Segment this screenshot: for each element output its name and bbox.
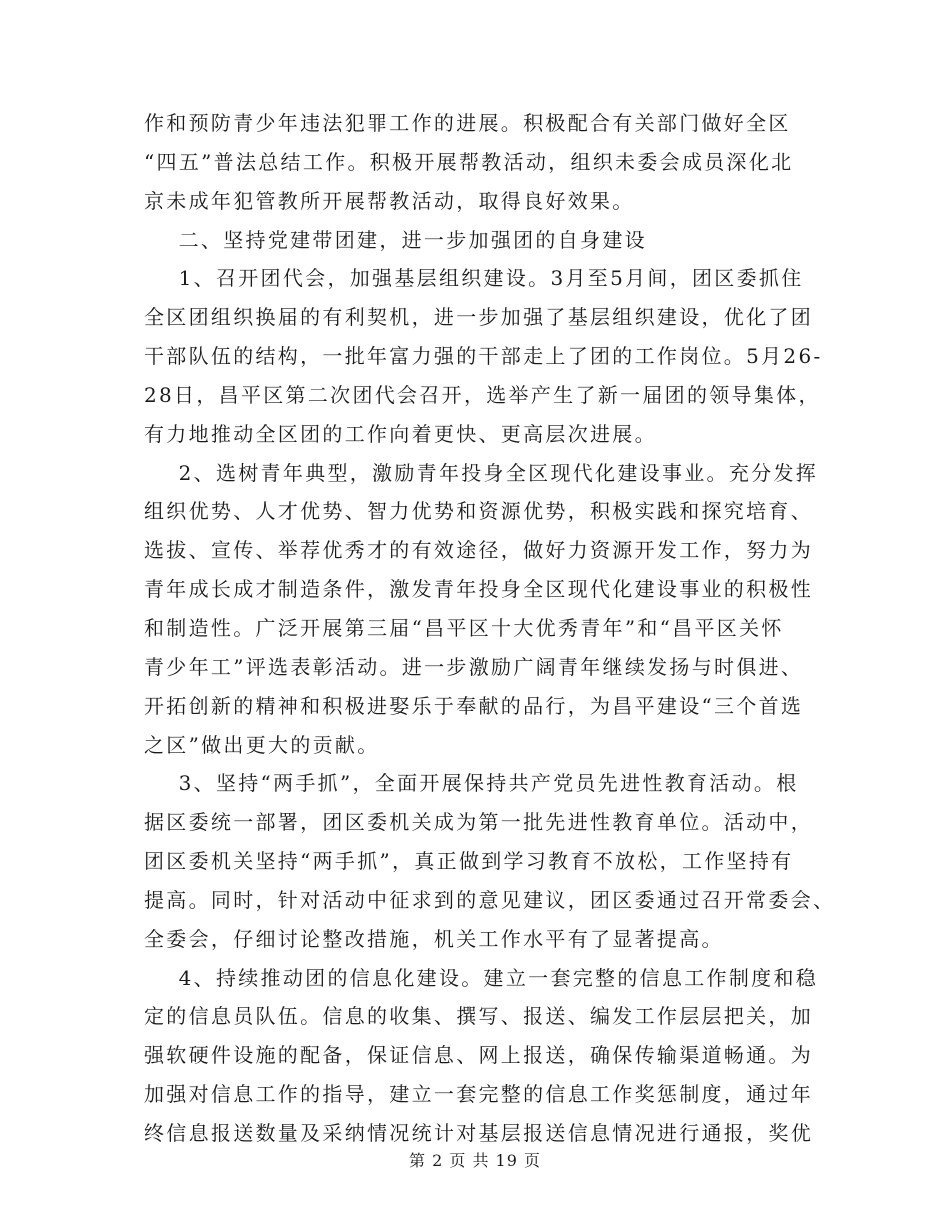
text-line: 28日，昌平区第二次团代会召开，选举产生了新一届团的领导集体， bbox=[144, 382, 821, 407]
text-line: 有力地推动全区团的工作向着更快、更高层次进展。 bbox=[144, 421, 657, 446]
text-line: 青年成长成才制造条件，激发青年投身全区现代化建设事业的积极性 bbox=[144, 577, 813, 602]
text-line: 全区团组织换届的有利契机，进一步加强了基层组织建设，优化了团 bbox=[144, 305, 813, 330]
text-line: 和制造性。广泛开展第三届“昌平区十大优秀青年”和“昌平区关怀 bbox=[144, 615, 784, 640]
page-number-footer: 第 2 页 共 19 页 bbox=[409, 1151, 541, 1170]
text-line: 京未成年犯管教所开展帮教活动，取得良好效果。 bbox=[144, 188, 635, 213]
section-heading: 二、坚持党建带团建，进一步加强团的自身建设 bbox=[144, 227, 647, 252]
text-line: “四五”普法总结工作。积极开展帮教活动，组织未委会成员深化北 bbox=[144, 149, 794, 174]
text-line: 加强对信息工作的指导，建立一套完整的信息工作奖惩制度，通过年 bbox=[144, 1082, 813, 1107]
text-line: 作和预防青少年违法犯罪工作的进展。积极配合有关部门做好全区 bbox=[144, 111, 791, 135]
text-line: 青少年工”评选表彰活动。进一步激励广阔青年继续发扬与时俱进、 bbox=[144, 654, 804, 679]
text-line: 4、持续推动团的信息化建设。建立一套完整的信息工作制度和稳 bbox=[144, 965, 819, 990]
text-line: 选拔、宣传、举荐优秀才的有效途径，做好力资源开发工作，努力为 bbox=[144, 538, 813, 563]
text-line: 据区委统一部署，团区委机关成为第一批先进性教育单位。活动中， bbox=[144, 810, 813, 835]
text-line: 之区”做出更大的贡献。 bbox=[144, 732, 380, 757]
text-line: 终信息报送数量及采纳情况统计对基层报送信息情况进行通报，奖优 bbox=[144, 1120, 813, 1145]
text-line: 定的信息员队伍。信息的收集、撰写、报送、编发工作层层把关，加 bbox=[144, 1004, 813, 1029]
document-body bbox=[144, 104, 836, 1153]
text-line: 提高。同时，针对活动中征求到的意见建议，团区委通过召开常委会、 bbox=[144, 887, 836, 912]
text-line: 组织优势、人才优势、智力优势和资源优势，积极实践和探究培育、 bbox=[144, 499, 813, 524]
text-line: 团区委机关坚持“两手抓”，真正做到学习教育不放松，工作坚持有 bbox=[144, 849, 794, 874]
text-line: 开拓创新的精神和积极进娶乐于奉献的品行，为昌平建设“三个首选 bbox=[144, 693, 804, 718]
text-line: 干部队伍的结构，一批年富力强的干部走上了团的工作岗位。5月26- bbox=[144, 344, 823, 369]
text-line: 全委会，仔细讨论整改措施，机关工作水平有了显著提高。 bbox=[144, 926, 724, 951]
text-line: 1、召开团代会，加强基层组织建设。3月至5月间，团区委抓住 bbox=[144, 266, 804, 291]
text-line: 2、选树青年典型，激励青年投身全区现代化建设事业。充分发挥 bbox=[144, 460, 819, 485]
text-line: 3、坚持“两手抓”，全面开展保持共产党员先进性教育活动。根 bbox=[144, 771, 799, 796]
text-line: 强软硬件设施的配备，保证信息、网上报送，确保传输渠道畅通。为 bbox=[144, 1043, 813, 1068]
